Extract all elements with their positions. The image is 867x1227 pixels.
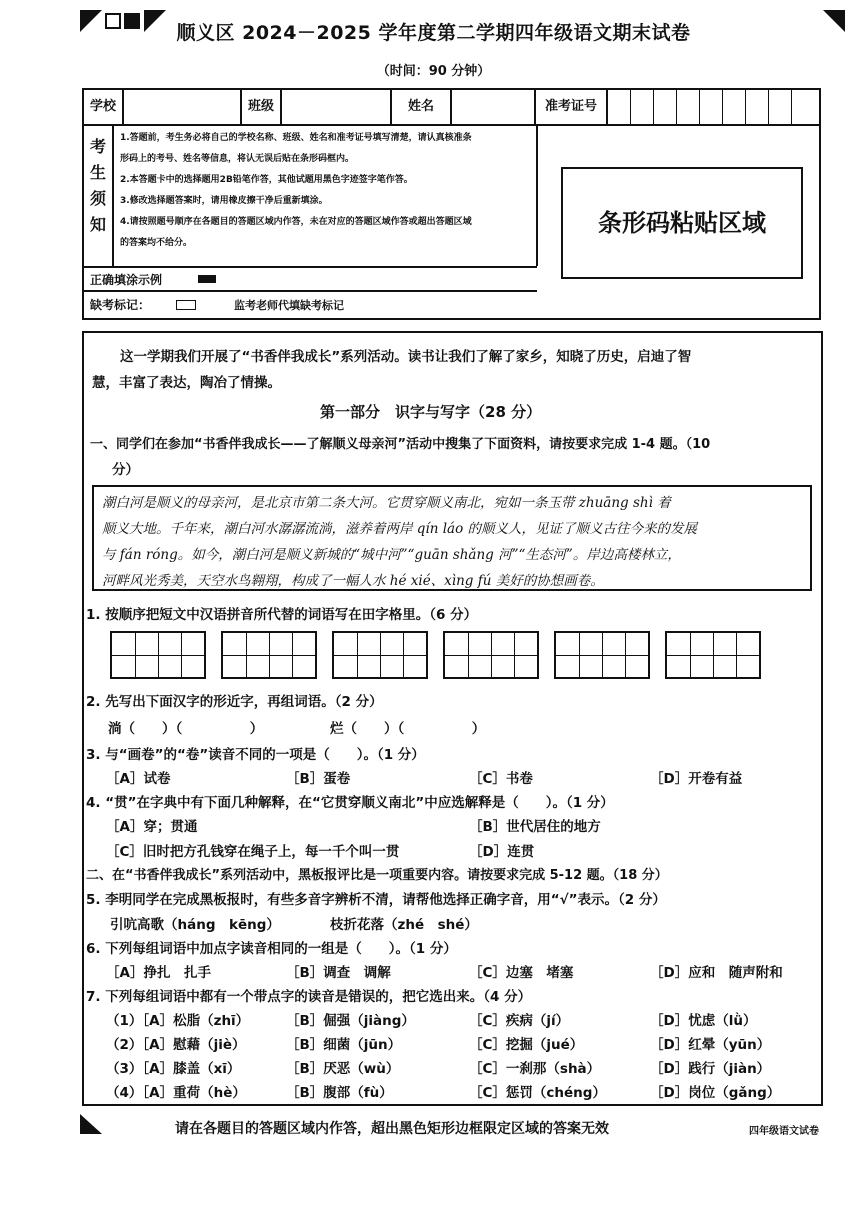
notice-line: 2.本答题卡中的选择题用2B铅笔作答，其他试题用黑色字迹签字笔作答。	[120, 175, 413, 185]
footer-note: 请在各题目的答题区域内作答，超出黑色矩形边框限定区域的答案无效	[175, 1121, 609, 1137]
q4-option[interactable]: ［A］穿；贯通	[106, 819, 198, 835]
name-field[interactable]	[452, 90, 536, 124]
corner-mark	[80, 1114, 102, 1134]
notice-char: 知	[89, 215, 106, 234]
q3-option[interactable]: ［A］试卷	[106, 771, 171, 787]
info-row	[84, 90, 819, 126]
exam-id-digit[interactable]	[631, 90, 654, 124]
exam-id-digit[interactable]	[677, 90, 700, 124]
name-label: 姓名	[392, 90, 452, 124]
q7-option[interactable]: ［C］一刹那（shà）	[469, 1061, 601, 1077]
notice-char: 须	[89, 189, 106, 208]
q4-option[interactable]: ［D］连贯	[469, 844, 535, 860]
footer-page-label: 四年级语文试卷	[749, 1126, 819, 1137]
exam-id-digit[interactable]	[746, 90, 769, 124]
divider	[536, 126, 538, 266]
passage-line: 与 fán róng。如今，潮白河是顺义新城的“城中河”“guān shǎng 河”“生态河”。岸边高楼林立，	[102, 547, 681, 563]
question-3: 3. 与“画卷”的“卷”读音不同的一项是（ ）。（1 分）	[86, 747, 425, 763]
school-label: 学校	[84, 90, 124, 124]
intro-line: 慧，丰富了表达，陶冶了情操。	[92, 375, 281, 391]
q7-option[interactable]: ［B］厌恶（wù）	[286, 1061, 400, 1077]
q2-item[interactable]: 淌（ ）（ ）	[108, 721, 264, 737]
question-2: 2. 先写出下面汉字的形近字，再组词语。（2 分）	[86, 694, 383, 710]
class-label: 班级	[242, 90, 282, 124]
section-heading: 分）	[112, 462, 139, 478]
q7-option[interactable]: ［C］挖掘（jué）	[469, 1037, 584, 1053]
tianzige-box[interactable]	[665, 631, 761, 679]
notice-line: 3.修改选择题答案时，请用橡皮擦干净后重新填涂。	[120, 196, 328, 206]
q7-option[interactable]: （1）［A］松脂（zhī）	[106, 1013, 250, 1029]
answer-area	[82, 331, 823, 1106]
q7-option[interactable]: ［D］忧虑（lǜ）	[650, 1013, 757, 1029]
page-title: 顺义区 2024－2025 学年度第二学期四年级语文期末试卷	[176, 22, 691, 44]
fill-example-mark	[198, 275, 216, 283]
notice-line: 1.答题前，考生务必将自己的学校名称、班级、姓名和准考证号填写清楚，请认真核准条	[120, 133, 472, 143]
q5-item[interactable]: 枝折花落（zhé shé）	[330, 917, 478, 933]
fill-example-label: 正确填涂示例	[90, 273, 163, 287]
notice-text	[120, 128, 532, 254]
notice-line: 形码上的考号、姓名等信息，将认无误后贴在条形码框内。	[120, 154, 355, 164]
q2-item[interactable]: 烂（ ）（ ）	[330, 721, 486, 737]
notice-line: 4.请按照题号顺序在各题目的答题区域内作答，未在对应的答题区域作答或超出答题区域	[120, 217, 472, 227]
q3-option[interactable]: ［C］书卷	[469, 771, 533, 787]
q7-option[interactable]: ［D］岗位（gǎng）	[650, 1085, 781, 1101]
q6-option[interactable]: ［B］调查 调解	[286, 965, 391, 981]
q3-option[interactable]: ［B］蛋卷	[286, 771, 351, 787]
tianzige-box[interactable]	[221, 631, 317, 679]
intro-line: 这一学期我们开展了“书香伴我成长”系列活动。读书让我们了解了家乡，知晓了历史，启迪了智	[120, 349, 692, 365]
tianzige-box[interactable]	[110, 631, 206, 679]
q4-option[interactable]: ［C］旧时把方孔钱穿在绳子上，每一千个叫一贯	[106, 844, 400, 860]
q3-option[interactable]: ［D］开卷有益	[650, 771, 743, 787]
q7-option[interactable]: （4）［A］重荷（hè）	[106, 1085, 246, 1101]
q7-option[interactable]: ［C］疾病（jí）	[469, 1013, 570, 1029]
passage-line: 顺义大地。千年来，潮白河水潺潺流淌，滋养着两岸 qín láo 的顺义人，见证了顺义古往今来的发展	[102, 521, 698, 537]
notice-char: 考	[89, 137, 106, 156]
exam-id-label: 准考证号	[536, 90, 608, 124]
q7-option[interactable]: ［D］践行（jiàn）	[650, 1061, 771, 1077]
divider	[84, 290, 537, 292]
exam-id-digit[interactable]	[769, 90, 792, 124]
divider	[84, 266, 537, 268]
q7-option[interactable]: ［D］红晕（yūn）	[650, 1037, 771, 1053]
exam-id-digit[interactable]	[792, 90, 815, 124]
exam-id-digit[interactable]	[608, 90, 631, 124]
exam-id-digit[interactable]	[654, 90, 677, 124]
absent-checkbox[interactable]	[176, 300, 196, 310]
part-title: 第一部分 识字与写字（28 分）	[320, 403, 542, 421]
q7-option[interactable]: ［B］腹部（fù）	[286, 1085, 393, 1101]
reading-passage	[92, 485, 812, 591]
question-1: 1. 按顺序把短文中汉语拼音所代替的词语写在田字格里。（6 分）	[86, 607, 478, 623]
absent-label: 缺考标记：	[90, 298, 151, 312]
student-info-box	[82, 88, 821, 320]
q7-option[interactable]: （2）［A］慰藉（jiè）	[106, 1037, 246, 1053]
tianzige-box[interactable]	[554, 631, 650, 679]
barcode-area: 条形码粘贴区域	[561, 167, 803, 279]
q6-option[interactable]: ［D］应和 随声附和	[650, 965, 783, 981]
q7-option[interactable]: ［B］细菌（jūn）	[286, 1037, 402, 1053]
passage-line: 潮白河是顺义的母亲河，是北京市第二条大河。它贯穿顺义南北，宛如一条玉带 zhuāng shì 着	[102, 495, 671, 511]
question-7: 7. 下列每组词语中都有一个带点字的读音是错误的，把它选出来。（4 分）	[86, 989, 532, 1005]
q7-option[interactable]: ［C］惩罚（chéng）	[469, 1085, 606, 1101]
q6-option[interactable]: ［C］边塞 堵塞	[469, 965, 574, 981]
section-heading: 二、在“书香伴我成长”系列活动中，黑板报评比是一项重要内容。请按要求完成 5-12 题。（18 分）	[86, 868, 668, 883]
notice-label	[84, 126, 114, 266]
class-field[interactable]	[282, 90, 392, 124]
passage-line: 河畔风光秀美，天空水鸟翱翔，构成了一幅人水 hé xié、xìng fú 美好的协想画卷。	[102, 573, 604, 589]
q7-option[interactable]: ［B］倔强（jiàng）	[286, 1013, 415, 1029]
tianzige-box[interactable]	[332, 631, 428, 679]
section-heading: 一、同学们在参加“书香伴我成长——了解顺义母亲河”活动中搜集了下面资料，请按要求完成 1-4 题。（10	[90, 437, 711, 452]
tianzige-box[interactable]	[443, 631, 539, 679]
question-4: 4. “贯”在字典中有下面几种解释，在“它贯穿顺义南北”中应选解释是（ ）。（1 分）	[86, 795, 614, 811]
notice-line: 的答案均不给分。	[120, 238, 193, 248]
q7-option[interactable]: （3）［A］膝盖（xī）	[106, 1061, 241, 1077]
q6-option[interactable]: ［A］挣扎 扎手	[106, 965, 211, 981]
q5-item[interactable]: 引吭高歌（háng kēng）	[110, 917, 280, 933]
absent-note: 监考老师代填缺考标记	[234, 299, 344, 312]
q4-option[interactable]: ［B］世代居住的地方	[469, 819, 601, 835]
school-field[interactable]	[124, 90, 242, 124]
exam-id-digit[interactable]	[723, 90, 746, 124]
exam-time: （时间：90 分钟）	[376, 64, 491, 79]
question-5: 5. 李明同学在完成黑板报时，有些多音字辨析不清，请帮他选择正确字音，用“√”表示。（2 分）	[86, 892, 666, 908]
notice-char: 生	[89, 163, 106, 182]
exam-id-digit[interactable]	[700, 90, 723, 124]
question-6: 6. 下列每组词语中加点字读音相同的一组是（ ）。（1 分）	[86, 941, 457, 957]
